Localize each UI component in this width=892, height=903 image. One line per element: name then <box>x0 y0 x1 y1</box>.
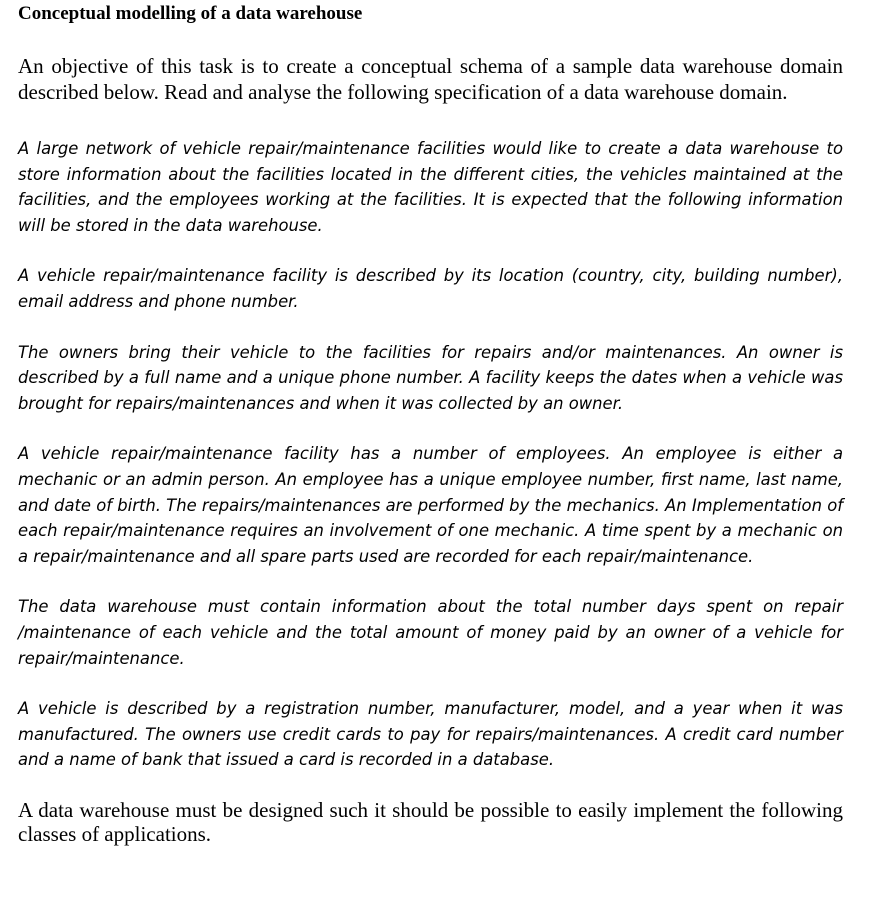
spec-paragraph-totals: The data warehouse must contain information about the total number days spent on repair /maintenance of each vehicle and the total amount of money paid by an owner of a vehicle for repair/maintenance. <box>18 597 843 668</box>
document-title: Conceptual modelling of a data warehouse <box>18 3 363 24</box>
spec-paragraph-owners: The owners bring their vehicle to the facilities for repairs and/or maintenances. An owner is described by a full name and a unique phone number. A facility keeps the dates when a vehicle was brought for repairs/maintenances and when it was collected by an owner. <box>18 342 843 413</box>
spec-paragraph-network: A large network of vehicle repair/maintenance facilities would like to create a data warehouse to store information about the facilities located in the different cities, the vehicles maintained at the facilities, and the employees working at the facilities. It is expected that the following information will be stored in the data warehouse. <box>18 139 843 235</box>
closing-paragraph: A data warehouse must be designed such it should be possible to easily implement the following classes of applications. <box>18 797 843 846</box>
spec-paragraph-vehicle: A vehicle is described by a registration number, manufacturer, model, and a year when it was manufactured. The owners use credit cards to pay for repairs/maintenances. A credit card number and a name of bank that issued a card is recorded in a database. <box>18 699 843 770</box>
intro-paragraph: An objective of this task is to create a conceptual schema of a sample data warehouse domain described below. Read and analyse the following specification of a data warehouse domain. <box>18 54 843 104</box>
spec-paragraph-employees: A vehicle repair/maintenance facility has a number of employees. An employee is either a mechanic or an admin person. An employee has a unique employee number, first name, last name, and date of birth. The repairs/maintenances are performed by the mechanics. An Implementation of each repair/maintenance requires an involvement of one mechanic. A time spent by a mechanic on a repair/maintenance and all spare parts used are recorded for each repair/maintenance. <box>18 444 843 566</box>
spec-paragraph-facility: A vehicle repair/maintenance facility is described by its location (country, city, building number), email address and phone number. <box>18 266 843 311</box>
document-page <box>18 0 843 846</box>
